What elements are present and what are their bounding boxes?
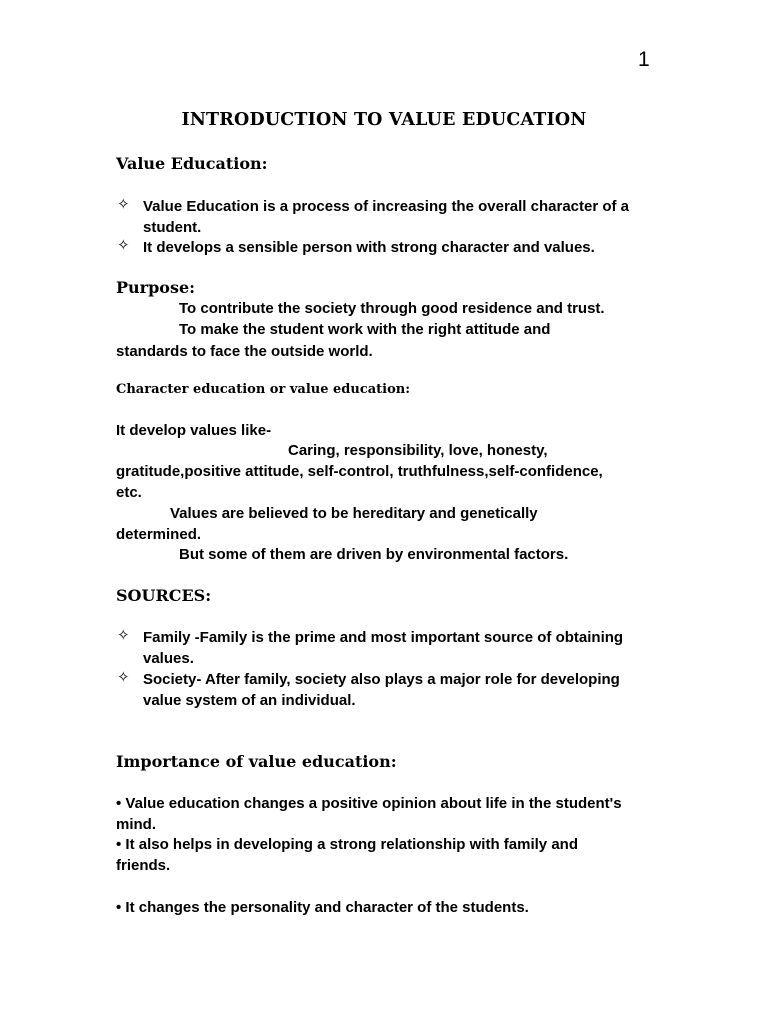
heading-value-education: Value Education:: [116, 154, 268, 173]
character-line-6: determined.: [116, 526, 202, 543]
importance-line-5: • It changes the personality and character of the students.: [116, 899, 529, 916]
heading-importance: Importance of value education:: [116, 752, 397, 771]
page-number: 1: [638, 48, 650, 71]
character-line-4: etc.: [116, 484, 142, 501]
purpose-line-2: To make the student work with the right attitude and: [179, 321, 551, 338]
star-bullet-icon: ✧: [117, 236, 130, 254]
star-bullet-icon: ✧: [117, 626, 130, 644]
value-education-item-1: Value Education is a process of increasing the overall character of a: [143, 198, 630, 215]
purpose-line-1: To contribute the society through good residence and trust.: [179, 300, 605, 317]
sources-item-2: Society- After family, society also plays a major role for developing: [143, 671, 620, 688]
importance-line-1: • Value education changes a positive opinion about life in the student's: [116, 795, 622, 812]
character-line-5: Values are believed to be hereditary and genetically: [170, 505, 538, 522]
importance-line-2: mind.: [116, 816, 156, 833]
character-line-1: It develop values like-: [116, 422, 272, 439]
character-line-2: Caring, responsibility, love, honesty,: [288, 442, 548, 459]
heading-character-education: Character education or value education:: [116, 382, 411, 397]
sources-item-1-cont: values.: [143, 650, 194, 667]
importance-line-3: • It also helps in developing a strong relationship with family and: [116, 836, 578, 853]
sources-item-2-cont: value system of an individual.: [143, 692, 356, 709]
value-education-item-1-cont: student.: [143, 219, 202, 236]
character-line-7: But some of them are driven by environmental factors.: [179, 546, 569, 563]
sources-item-1: Family -Family is the prime and most important source of obtaining: [143, 629, 624, 646]
importance-line-4: friends.: [116, 857, 171, 874]
star-bullet-icon: ✧: [117, 195, 130, 213]
purpose-line-3: standards to face the outside world.: [116, 343, 373, 360]
heading-sources: SOURCES:: [116, 586, 212, 605]
character-line-3: gratitude,positive attitude, self-control, truthfulness,self-confidence,: [116, 463, 603, 480]
page-title: INTRODUCTION TO VALUE EDUCATION: [181, 110, 587, 130]
star-bullet-icon: ✧: [117, 668, 130, 686]
value-education-item-2: It develops a sensible person with strong character and values.: [143, 239, 595, 256]
heading-purpose: Purpose:: [116, 278, 196, 297]
